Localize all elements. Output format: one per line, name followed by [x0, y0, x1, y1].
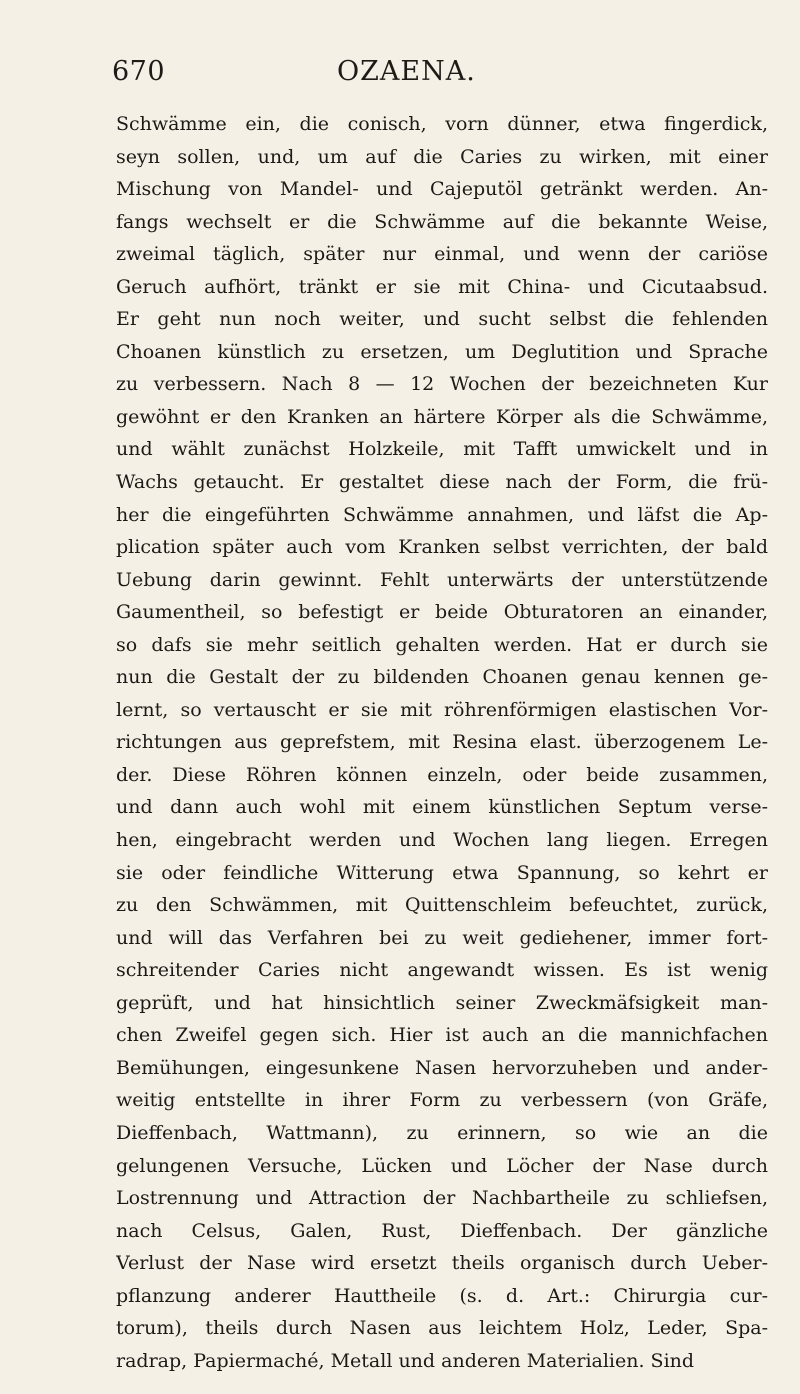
text-line: und dann auch wohl mit einem künstlichen Septum verse- — [116, 796, 768, 819]
text-line: nach Celsus, Galen, Rust, Dieffenbach. Der gänzliche — [116, 1219, 768, 1242]
text-line: Bemühungen, eingesunkene Nasen hervorzuheben und ander- — [116, 1056, 768, 1079]
text-line: so dafs sie mehr seitlich gehalten werden. Hat er durch sie — [116, 633, 768, 656]
page-number: 670 — [112, 56, 166, 87]
text-line: Lostrennung und Attraction der Nachbartheile zu schliefsen, — [116, 1187, 768, 1210]
text-line: lernt, so vertauscht er sie mit röhrenförmigen elastischen Vor- — [116, 698, 768, 721]
text-line: Mischung von Mandel- und Cajeputöl getränkt werden. An- — [116, 178, 768, 201]
text-line: Gaumentheil, so befestigt er beide Obturatoren an einander, — [116, 601, 768, 624]
body-text — [116, 108, 768, 1377]
text-line: radrap, Papiermaché, Metall und anderen Materialien. Sind — [116, 1349, 695, 1372]
text-line: Geruch aufhört, tränkt er sie mit China- und Cicutaabsud. — [116, 275, 768, 298]
text-line: Dieffenbach, Wattmann), zu erinnern, so wie an die — [116, 1121, 768, 1144]
text-line: plication später auch vom Kranken selbst verrichten, der bald — [116, 536, 768, 559]
text-line: her die eingeführten Schwämme annahmen, und läfst die Ap- — [116, 503, 768, 526]
text-line: Choanen künstlich zu ersetzen, um Deglutition und Sprache — [116, 340, 768, 363]
text-line: schreitender Caries nicht angewandt wissen. Es ist wenig — [116, 959, 768, 982]
text-line: und will das Verfahren bei zu weit gediehener, immer fort- — [116, 926, 768, 949]
text-line: Wachs getaucht. Er gestaltet diese nach der Form, die frü- — [116, 471, 768, 494]
text-line: pflanzung anderer Hauttheile (s. d. Art.: Chirurgia cur- — [116, 1284, 768, 1307]
text-line: gelungenen Versuche, Lücken und Löcher der Nase durch — [116, 1154, 768, 1177]
text-line: der. Diese Röhren können einzeln, oder beide zusammen, — [116, 763, 768, 786]
text-line: torum), theils durch Nasen aus leichtem Holz, Leder, Spa- — [116, 1317, 768, 1340]
text-line: und wählt zunächst Holzkeile, mit Tafft umwickelt und in — [116, 438, 768, 461]
text-line: sie oder feindliche Witterung etwa Spannung, so kehrt er — [116, 861, 768, 884]
text-line: zu verbessern. Nach 8 — 12 Wochen der bezeichneten Kur — [116, 373, 768, 396]
running-title: OZAENA. — [337, 56, 476, 87]
text-line: seyn sollen, und, um auf die Caries zu wirken, mit einer — [116, 145, 768, 168]
text-line: richtungen aus geprefstem, mit Resina elast. überzogenem Le- — [116, 731, 768, 754]
text-line: zweimal täglich, später nur einmal, und wenn der cariöse — [116, 243, 768, 266]
text-line: fangs wechselt er die Schwämme auf die bekannte Weise, — [116, 210, 768, 233]
text-line: Er geht nun noch weiter, und sucht selbst die fehlenden — [116, 308, 768, 331]
page-header — [112, 56, 752, 96]
text-line: Schwämme ein, die conisch, vorn dünner, etwa fingerdick, — [116, 113, 768, 135]
text-line: gewöhnt er den Kranken an härtere Körper als die Schwämme, — [116, 405, 768, 428]
text-line: Uebung darin gewinnt. Fehlt unterwärts der unterstützende — [116, 568, 768, 591]
text-line: Verlust der Nase wird ersetzt theils organisch durch Ueber- — [116, 1252, 768, 1275]
text-line: zu den Schwämmen, mit Quittenschleim befeuchtet, zurück, — [116, 894, 768, 917]
text-line: nun die Gestalt der zu bildenden Choanen genau kennen ge- — [116, 666, 768, 689]
text-line: hen, eingebracht werden und Wochen lang liegen. Erregen — [116, 829, 768, 852]
text-line: geprüft, und hat hinsichtlich seiner Zweckmäfsigkeit man- — [116, 991, 768, 1014]
text-line: chen Zweifel gegen sich. Hier ist auch an die mannichfachen — [116, 1024, 768, 1047]
text-line: weitig entstellte in ihrer Form zu verbessern (von Gräfe, — [116, 1089, 768, 1112]
